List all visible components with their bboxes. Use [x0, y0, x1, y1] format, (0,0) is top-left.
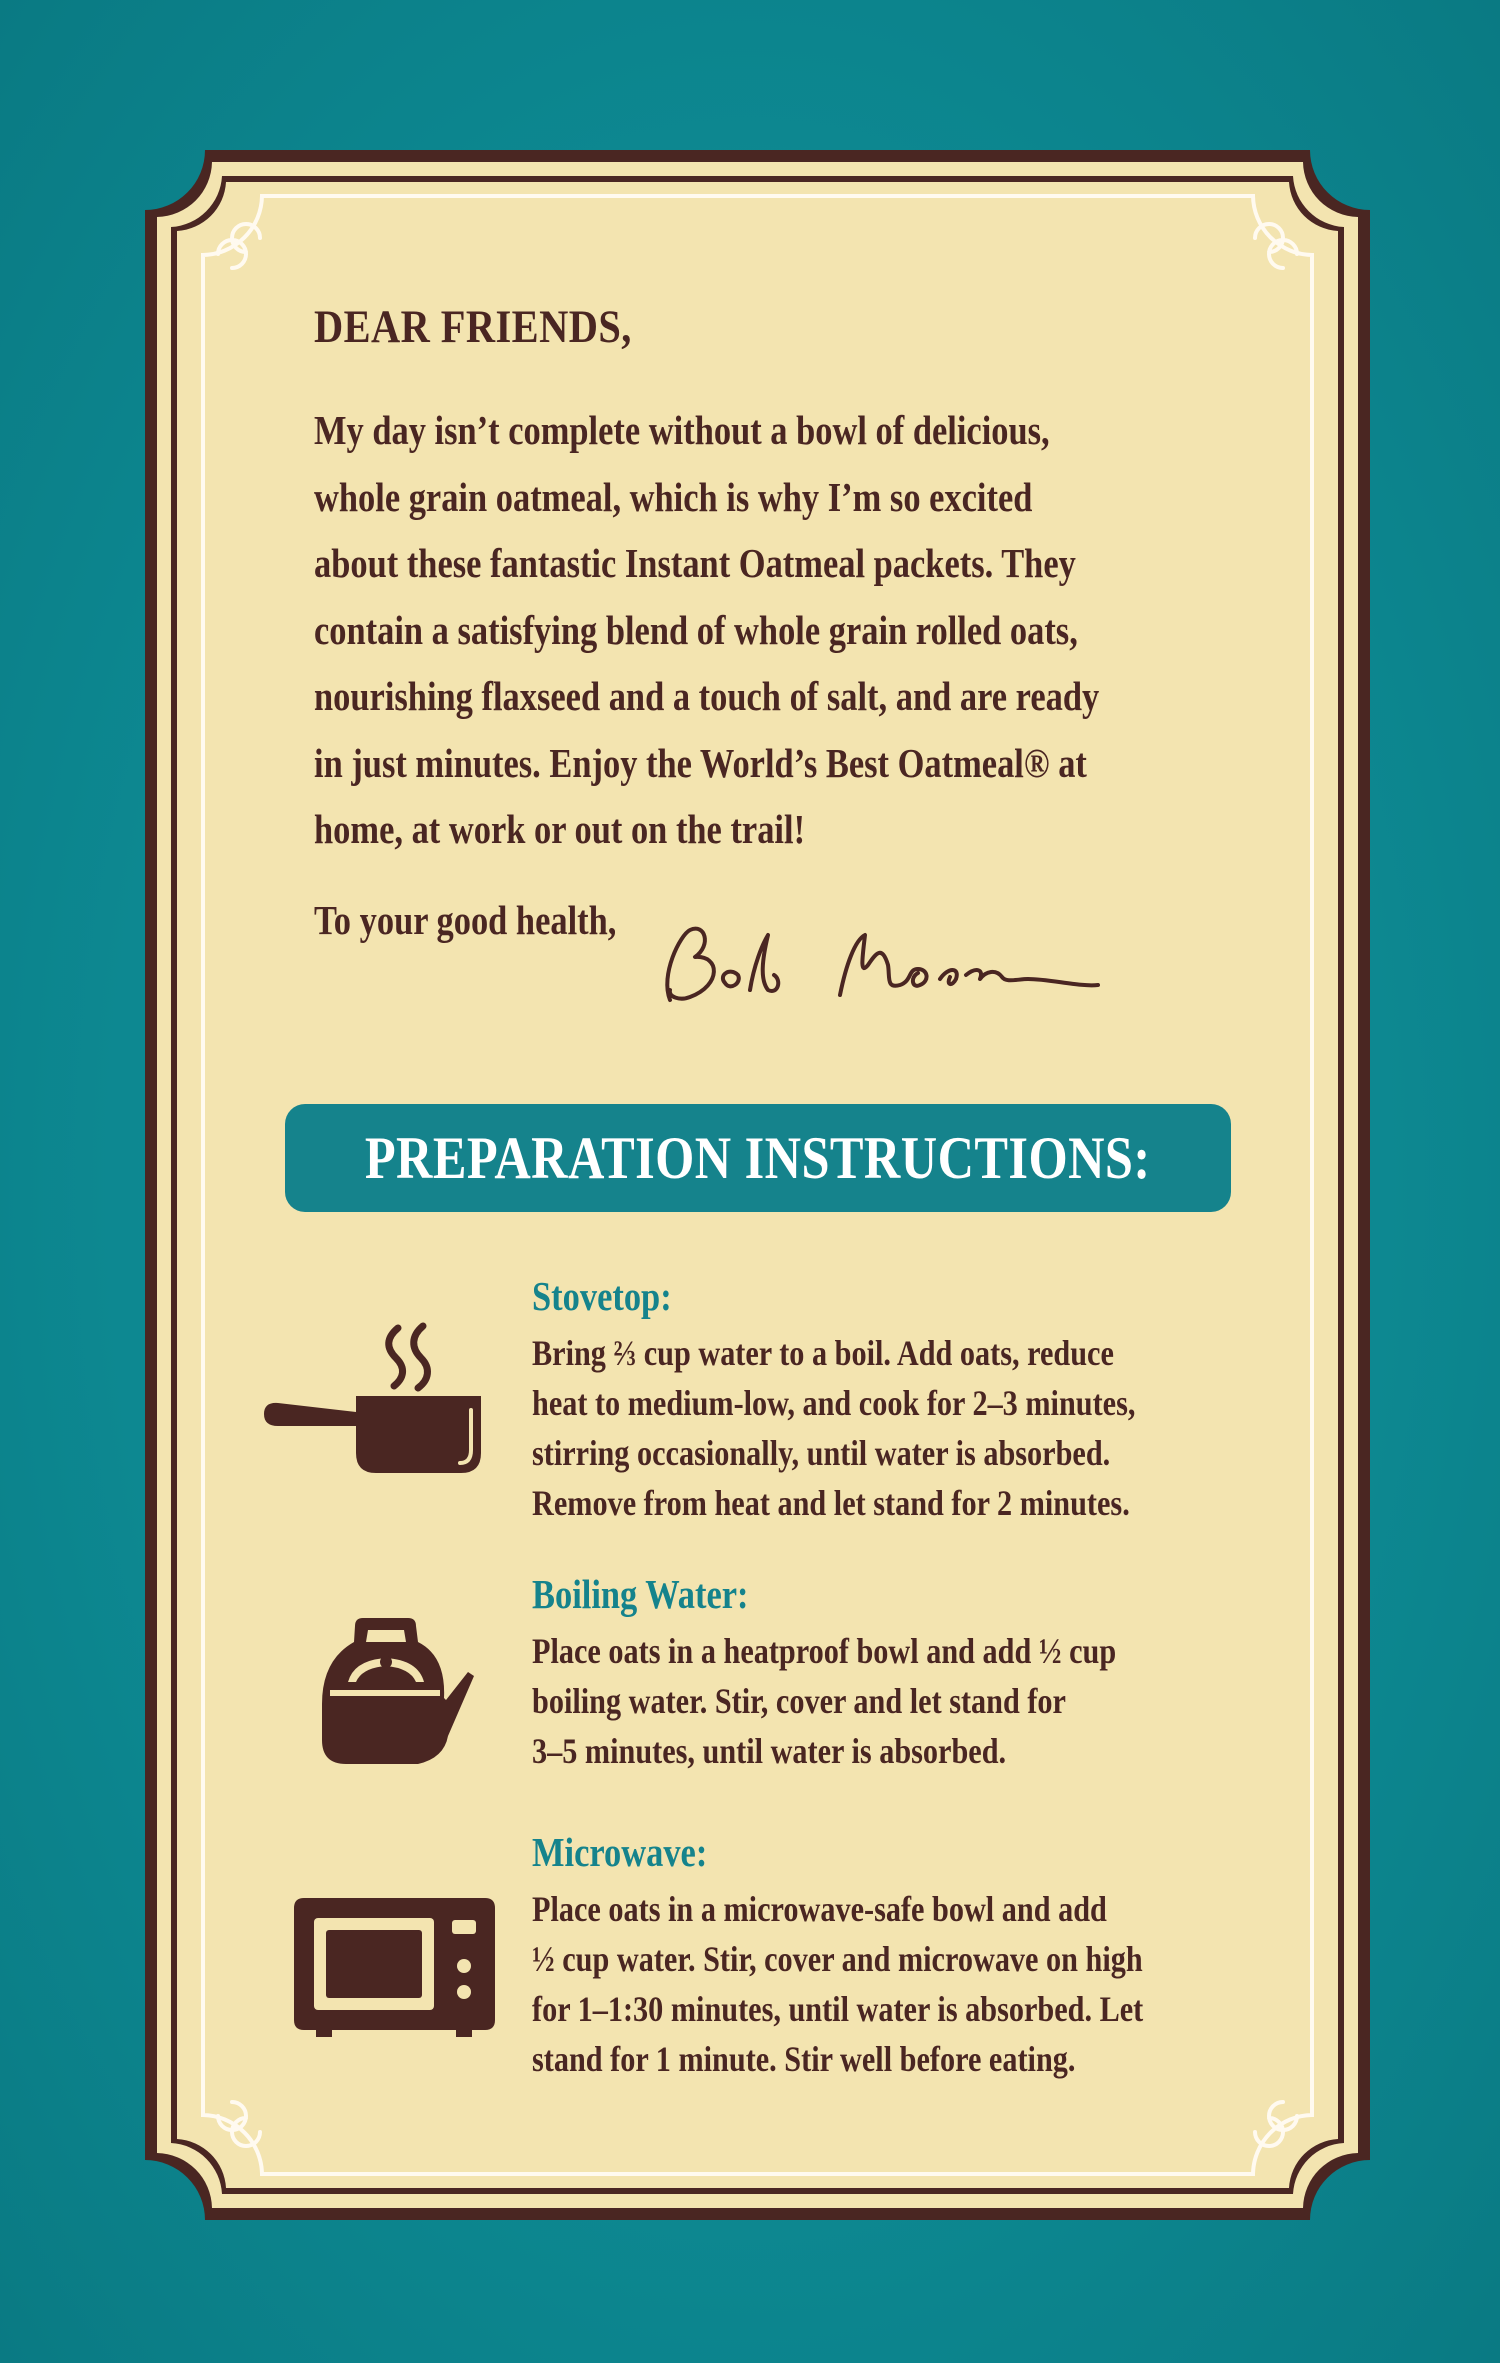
- letter-line: nourishing flaxseed and a touch of salt, and are ready: [314, 673, 1100, 719]
- letter-line: contain a satisfying blend of whole grain rolled oats,: [314, 606, 1078, 653]
- step-title: Boiling Water:: [532, 1571, 749, 1617]
- step-line: Remove from heat and let stand for 2 minutes.: [532, 1483, 1130, 1523]
- letter-line: about these fantastic Instant Oatmeal packets. They: [314, 540, 1076, 586]
- letter-line: home, at work or out on the trail!: [314, 806, 806, 852]
- step-line: stirring occasionally, until water is absorbed.: [532, 1433, 1111, 1473]
- step-line: for 1–1:30 minutes, until water is absorbed. Let: [532, 1989, 1144, 2029]
- letter-greeting: DEAR FRIENDS,: [314, 301, 632, 353]
- instructions-banner: [285, 1104, 1231, 1212]
- step-stovetop: [532, 1272, 1292, 1528]
- step-microwave: [532, 1828, 1292, 2084]
- kettle-icon: [318, 1608, 478, 1768]
- step-line: 3–5 minutes, until water is absorbed.: [532, 1731, 1007, 1771]
- step-line: Place oats in a microwave-safe bowl and add: [532, 1889, 1107, 1929]
- letter: [314, 300, 1244, 943]
- letter-line: in just minutes. Enjoy the World’s Best Oatmeal® at: [314, 739, 1087, 786]
- saucepan-icon: [258, 1318, 488, 1478]
- step-line: boiling water. Stir, cover and let stand for: [532, 1681, 1066, 1721]
- step-line: Bring ⅔ cup water to a boil. Add oats, reduce: [532, 1333, 1114, 1373]
- step-line: Place oats in a heatproof bowl and add ½ cup: [532, 1631, 1117, 1671]
- step-line: stand for 1 minute. Stir well before eating.: [532, 2039, 1076, 2079]
- letter-line: whole grain oatmeal, which is why I’m so excited: [314, 473, 1033, 520]
- letter-body: [314, 397, 1249, 863]
- step-title: Stovetop:: [532, 1273, 672, 1319]
- step-line: ½ cup water. Stir, cover and microwave on high: [532, 1939, 1143, 1979]
- step-line: heat to medium-low, and cook for 2–3 minutes,: [532, 1383, 1136, 1423]
- microwave-icon: [292, 1896, 497, 2038]
- instructions-heading: PREPARATION INSTRUCTIONS:: [365, 1124, 1151, 1191]
- step-title: Microwave:: [532, 1829, 708, 1875]
- signature: [650, 905, 1110, 1025]
- step-boiling-water: [532, 1570, 1292, 1776]
- letter-closing: To your good health,: [314, 897, 617, 943]
- letter-line: My day isn’t complete without a bowl of delicious,: [314, 407, 1050, 453]
